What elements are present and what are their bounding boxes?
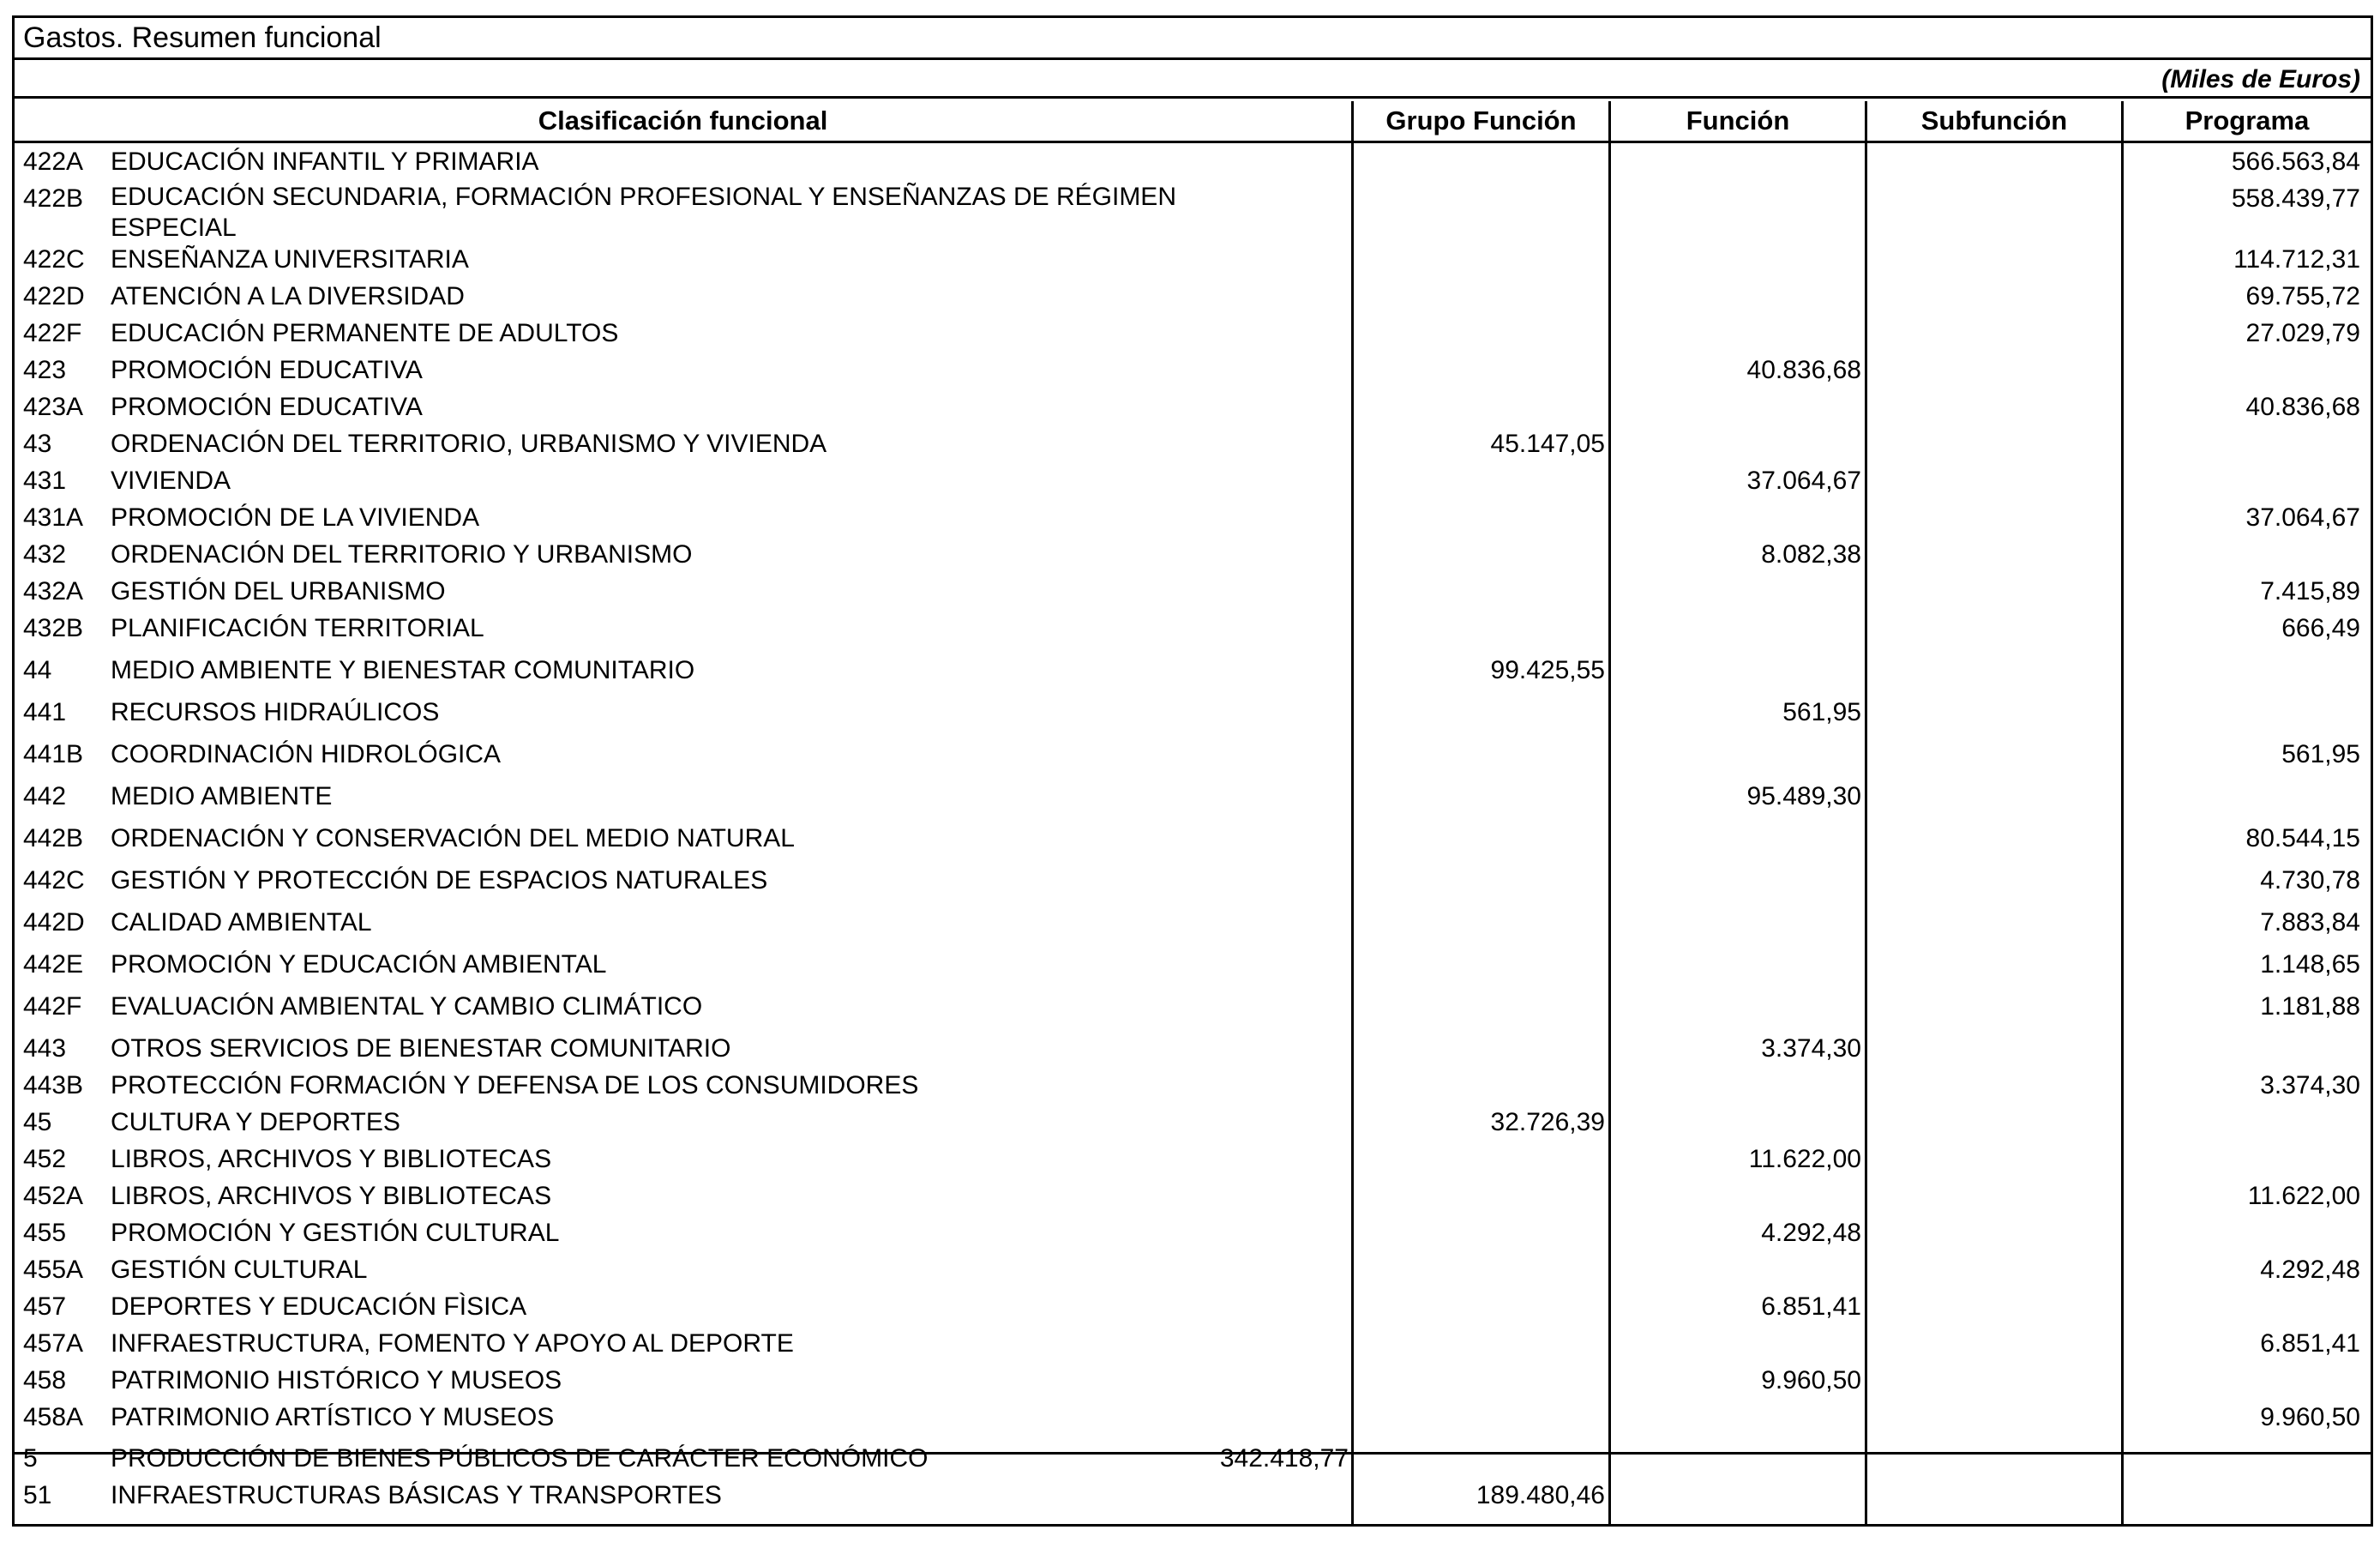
cell-subfuncion: 9.960,50 (1761, 1366, 1861, 1394)
cell-code: 442F (23, 992, 82, 1021)
header-clasificacion: Clasificación funcional (538, 105, 828, 136)
table-row (15, 1141, 2371, 1178)
table-row (15, 946, 2371, 988)
cell-desc: EDUCACIÓN SECUNDARIA, FORMACIÓN PROFESIONAL Y ENSEÑANZAS DE RÉGIMEN ESPECIAL (111, 183, 1176, 242)
cell-desc: EDUCACIÓN INFANTIL Y PRIMARIA (111, 148, 539, 176)
cell-desc: LIBROS, ARCHIVOS Y BIBLIOTECAS (111, 1182, 552, 1210)
cell-desc: VIVIENDA (111, 467, 231, 495)
header-programa: Programa (2185, 105, 2310, 136)
cell-desc: GESTIÓN Y PROTECCIÓN DE ESPACIOS NATURALES (111, 866, 768, 894)
cell-desc: CULTURA Y DEPORTES (111, 1108, 400, 1136)
table-row (15, 1214, 2371, 1251)
cell-desc: PROMOCIÓN Y GESTIÓN CULTURAL (111, 1219, 560, 1247)
cell-desc: GESTIÓN CULTURAL (111, 1256, 368, 1284)
cell-programa: 27.029,79 (2245, 319, 2360, 347)
cell-desc: ORDENACIÓN DEL TERRITORIO, URBANISMO Y VIVIENDA (111, 430, 827, 458)
cell-programa: 566.563,84 (2231, 148, 2360, 176)
cell-code: 423A (23, 393, 84, 421)
cell-desc: PROMOCIÓN Y EDUCACIÓN AMBIENTAL (111, 950, 607, 979)
cell-subfuncion: 3.374,30 (1761, 1034, 1861, 1063)
cell-programa: 7.415,89 (2260, 577, 2360, 605)
cell-grupo: 342.418,77 (1219, 1444, 1349, 1473)
table-row (15, 820, 2371, 862)
cell-programa: 80.544,15 (2245, 824, 2360, 852)
cell-code: 442C (23, 866, 85, 894)
header-grupo-funcion: Grupo Función (1385, 105, 1577, 136)
cell-code: 43 (23, 430, 52, 458)
table-row (15, 694, 2371, 736)
table-row (15, 536, 2371, 573)
cell-desc: PLANIFICACIÓN TERRITORIAL (111, 614, 484, 642)
cell-desc: OTROS SERVICIOS DE BIENESTAR COMUNITARIO (111, 1034, 731, 1063)
table-row (15, 610, 2371, 652)
table-row (15, 652, 2371, 694)
cell-code: 455A (23, 1256, 84, 1284)
table-row (15, 315, 2371, 352)
table-row (15, 1288, 2371, 1325)
cell-funcion: 189.480,46 (1475, 1481, 1605, 1509)
table-row (15, 573, 2371, 610)
cell-code: 44 (23, 656, 52, 684)
cell-desc: COORDINACIÓN HIDROLÓGICA (111, 740, 502, 768)
cell-desc: LIBROS, ARCHIVOS Y BIBLIOTECAS (111, 1145, 552, 1173)
cell-desc: GESTIÓN DEL URBANISMO (111, 577, 446, 605)
cell-subfuncion: 561,95 (1782, 698, 1861, 726)
cell-programa: 40.836,68 (2245, 393, 2360, 421)
cell-code: 452 (23, 1145, 67, 1173)
cell-code: 51 (23, 1481, 52, 1509)
cell-code: 45 (23, 1108, 52, 1136)
table-row (15, 1067, 2371, 1104)
table-row (15, 352, 2371, 389)
cell-programa: 69.755,72 (2245, 282, 2360, 310)
table-row (15, 736, 2371, 778)
cell-desc: MEDIO AMBIENTE (111, 782, 333, 810)
cell-code: 431A (23, 503, 84, 532)
cell-subfuncion: 11.622,00 (1748, 1145, 1861, 1173)
cell-code: 457 (23, 1292, 67, 1321)
cell-code: 431 (23, 467, 67, 495)
table-body (15, 143, 2371, 1514)
cell-code: 432 (23, 540, 67, 569)
cell-programa: 1.181,88 (2260, 992, 2360, 1021)
cell-programa: 37.064,67 (2245, 503, 2360, 532)
cell-code: 432A (23, 577, 84, 605)
table-title: Gastos. Resumen funcional (15, 18, 2371, 60)
cell-code: 422A (23, 148, 84, 176)
cell-desc: PROTECCIÓN FORMACIÓN Y DEFENSA DE LOS CONSUMIDORES (111, 1071, 919, 1099)
cell-programa: 4.730,78 (2260, 866, 2360, 894)
cell-programa: 7.883,84 (2260, 908, 2360, 937)
table-row (15, 904, 2371, 946)
cell-code: 442B (23, 824, 84, 852)
cell-subfuncion: 40.836,68 (1746, 356, 1861, 384)
cell-desc: PROMOCIÓN EDUCATIVA (111, 393, 423, 421)
cell-code: 443B (23, 1071, 84, 1099)
cell-code: 441 (23, 698, 67, 726)
table-row (15, 278, 2371, 315)
header-funcion: Función (1686, 105, 1790, 136)
cell-desc: PATRIMONIO HISTÓRICO Y MUSEOS (111, 1366, 562, 1394)
table-row (15, 389, 2371, 425)
cell-programa: 558.439,77 (2231, 184, 2360, 213)
cell-subfuncion: 95.489,30 (1746, 782, 1861, 810)
table-row (15, 1178, 2371, 1214)
cell-programa: 9.960,50 (2260, 1403, 2360, 1431)
cell-desc: EDUCACIÓN PERMANENTE DE ADULTOS (111, 319, 619, 347)
table-row (15, 425, 2371, 462)
cell-programa: 6.851,41 (2260, 1329, 2360, 1358)
cell-code: 442E (23, 950, 84, 979)
cell-code: 442D (23, 908, 85, 937)
cell-subfuncion: 4.292,48 (1761, 1219, 1861, 1247)
cell-desc: PROMOCIÓN EDUCATIVA (111, 356, 423, 384)
table-row (15, 1325, 2371, 1362)
table-row (15, 143, 2371, 180)
cell-desc: PRODUCCIÓN DE BIENES PÚBLICOS DE CARÁCTER ECONÓMICO (111, 1444, 929, 1473)
cell-programa: 4.292,48 (2260, 1256, 2360, 1284)
cell-subfuncion: 6.851,41 (1761, 1292, 1861, 1321)
table-row (15, 1104, 2371, 1141)
cell-code: 441B (23, 740, 84, 768)
cell-desc: INFRAESTRUCTURAS BÁSICAS Y TRANSPORTES (111, 1481, 722, 1509)
cell-subfuncion: 8.082,38 (1761, 540, 1861, 569)
table-row (15, 1477, 2371, 1514)
cell-code: 458 (23, 1366, 67, 1394)
column-header-row (15, 101, 2371, 143)
cell-desc: DEPORTES Y EDUCACIÓN FÌSICA (111, 1292, 527, 1321)
cell-funcion: 99.425,55 (1490, 656, 1605, 684)
cell-code: 452A (23, 1182, 84, 1210)
table-row (15, 988, 2371, 1030)
cell-desc: PROMOCIÓN DE LA VIVIENDA (111, 503, 480, 532)
table-row (15, 180, 2371, 241)
cell-programa: 1.148,65 (2260, 950, 2360, 979)
table-row (15, 241, 2371, 278)
cell-code: 458A (23, 1403, 84, 1431)
cell-code: 422F (23, 319, 82, 347)
cell-desc: INFRAESTRUCTURA, FOMENTO Y APOYO AL DEPORTE (111, 1329, 794, 1358)
cell-programa: 114.712,31 (2233, 245, 2360, 274)
table-row (15, 1251, 2371, 1288)
units-label: (Miles de Euros) (15, 60, 2371, 99)
cell-desc: RECURSOS HIDRAÚLICOS (111, 698, 440, 726)
cell-programa: 11.622,00 (2247, 1182, 2360, 1210)
table-row (15, 778, 2371, 820)
table-row (15, 1362, 2371, 1399)
cell-code: 432B (23, 614, 84, 642)
cell-programa: 561,95 (2281, 740, 2360, 768)
cell-code: 422D (23, 282, 85, 310)
cell-programa: 666,49 (2281, 614, 2360, 642)
cell-code: 422B (23, 184, 84, 213)
cell-code: 5 (23, 1444, 38, 1473)
cell-programa: 3.374,30 (2260, 1071, 2360, 1099)
table-row (15, 1030, 2371, 1067)
cell-desc: ATENCIÓN A LA DIVERSIDAD (111, 282, 465, 310)
cell-code: 423 (23, 356, 67, 384)
header-subfuncion: Subfunción (1920, 105, 2068, 136)
cell-subfuncion: 37.064,67 (1746, 467, 1861, 495)
cell-desc: ORDENACIÓN Y CONSERVACIÓN DEL MEDIO NATURAL (111, 824, 795, 852)
cell-desc: ENSEÑANZA UNIVERSITARIA (111, 245, 469, 274)
cell-code: 422C (23, 245, 85, 274)
cell-code: 443 (23, 1034, 67, 1063)
budget-table (12, 15, 2373, 1527)
cell-code: 442 (23, 782, 67, 810)
table-row (15, 1399, 2371, 1440)
table-row (15, 862, 2371, 904)
cell-code: 457A (23, 1329, 84, 1358)
cell-desc: CALIDAD AMBIENTAL (111, 908, 372, 937)
table-row (15, 462, 2371, 499)
cell-desc: PATRIMONIO ARTÍSTICO Y MUSEOS (111, 1403, 555, 1431)
cell-code: 455 (23, 1219, 67, 1247)
table-row (15, 499, 2371, 536)
cell-desc: MEDIO AMBIENTE Y BIENESTAR COMUNITARIO (111, 656, 695, 684)
cell-desc: ORDENACIÓN DEL TERRITORIO Y URBANISMO (111, 540, 693, 569)
table-row (15, 1440, 2371, 1477)
cell-funcion: 32.726,39 (1490, 1108, 1605, 1136)
cell-desc: EVALUACIÓN AMBIENTAL Y CAMBIO CLIMÁTICO (111, 992, 703, 1021)
cell-funcion: 45.147,05 (1490, 430, 1605, 458)
